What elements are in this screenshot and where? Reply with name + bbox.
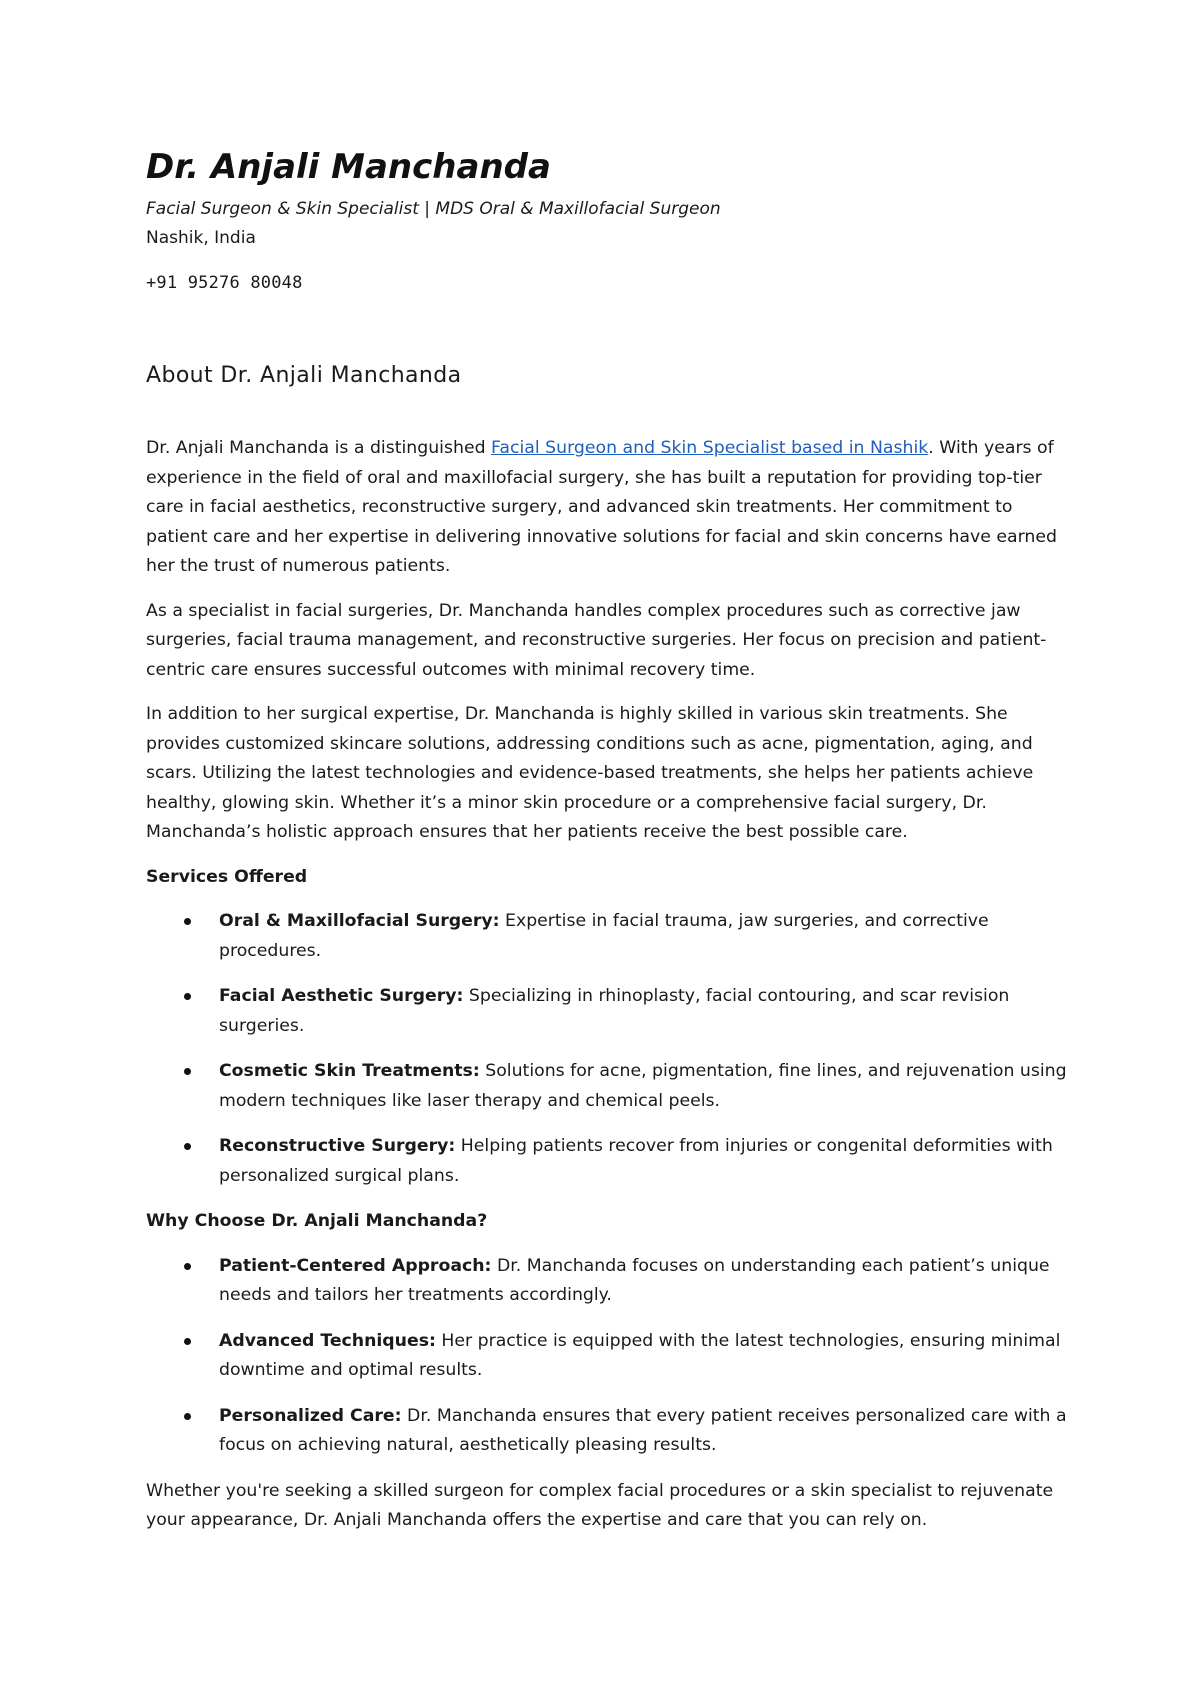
doctor-location: Nashik, India	[146, 228, 256, 248]
list-item	[146, 982, 1070, 1041]
service-description: Specializing in rhinoplasty, facial contouring, and scar revision surgeries.	[219, 986, 1010, 1036]
list-item	[146, 907, 1070, 966]
about-heading: About Dr. Anjali Manchanda	[146, 363, 462, 388]
bullet-icon	[184, 993, 191, 1000]
reason-description: Her practice is equipped with the latest technologies, ensuring minimal downtime and optimal results.	[219, 1330, 1061, 1380]
why-choose-list	[146, 1252, 1070, 1461]
list-item	[146, 1132, 1070, 1191]
about-paragraph-surgeries: As a specialist in facial surgeries, Dr. Manchanda handles complex procedures such as corrective jaw surgeries, facial trauma management, and reconstructive surgeries. Her focus on precision and patient-centric care ensures successful outcomes with minimal recovery time.	[146, 600, 1047, 680]
reason-description: Dr. Manchanda ensures that every patient receives personalized care with a focus on achieving natural, aesthetically pleasing results.	[219, 1405, 1067, 1455]
list-item	[146, 1252, 1070, 1311]
list-item	[146, 1402, 1070, 1461]
reason-term: Personalized Care:	[219, 1405, 402, 1426]
reason-description: Dr. Manchanda focuses on understanding each patient’s unique needs and tailors her treatments accordingly.	[219, 1255, 1050, 1305]
bullet-icon	[184, 1413, 191, 1420]
doctor-phone: +91 95276 80048	[146, 273, 303, 293]
bullet-icon	[184, 1338, 191, 1345]
document-body	[146, 434, 1070, 1551]
closing-paragraph: Whether you're seeking a skilled surgeon for complex facial procedures or a skin specialist to rejuvenate your appearance, Dr. Anjali Manchanda offers the expertise and care that you can rely on.	[146, 1480, 1054, 1530]
why-choose-heading: Why Choose Dr. Anjali Manchanda?	[146, 1211, 488, 1231]
reason-term: Patient-Centered Approach:	[219, 1255, 492, 1276]
about-paragraph-skin: In addition to her surgical expertise, Dr. Manchanda is highly skilled in various skin treatments. She provides customized skincare solutions, addressing conditions such as acne, pigmentation, aging, and scars. Utilizing the latest technologies and evidence-based treatments, she helps her patients achieve healthy, glowing skin. Whether it’s a minor skin procedure or a comprehensive facial surgery, Dr. Manchanda’s holistic approach ensures that her patients receive the best possible care.	[146, 704, 1034, 842]
service-term: Cosmetic Skin Treatments:	[219, 1061, 480, 1081]
service-term: Facial Aesthetic Surgery:	[219, 986, 464, 1006]
doctor-name-title: Dr. Anjali Manchanda	[146, 147, 551, 187]
about-intro-paragraph	[146, 434, 1070, 582]
service-term: Reconstructive Surgery:	[219, 1136, 456, 1156]
list-item	[146, 1057, 1070, 1116]
bullet-icon	[184, 1068, 191, 1075]
intro-text-before-link: Dr. Anjali Manchanda is a distinguished	[146, 438, 492, 458]
specialist-nashik-link[interactable]: Facial Surgeon and Skin Specialist based in Nashik	[491, 438, 929, 458]
list-item	[146, 1327, 1070, 1386]
reason-term: Advanced Techniques:	[219, 1330, 436, 1351]
services-heading: Services Offered	[146, 866, 308, 887]
service-term: Oral & Maxillofacial Surgery:	[219, 911, 500, 931]
bullet-icon	[184, 1263, 191, 1270]
service-description: Solutions for acne, pigmentation, fine lines, and rejuvenation using modern techniques like laser therapy and chemical peels.	[219, 1061, 1067, 1111]
bullet-icon	[184, 918, 191, 925]
services-list	[146, 907, 1070, 1191]
doctor-subtitle: Facial Surgeon & Skin Specialist | MDS Oral & Maxillofacial Surgeon	[146, 199, 721, 219]
service-description: Helping patients recover from injuries or congenital deformities with personalized surgical plans.	[219, 1136, 1053, 1186]
intro-text-after-link: . With years of experience in the field of oral and maxillofacial surgery, she has built a reputation for providing top-tier care in facial aesthetics, reconstructive surgery, and advanced skin treatments. Her commitment to patient care and her expertise in delivering innovative solutions for facial and skin concerns have earned her the trust of numerous patients.	[146, 438, 1057, 576]
bullet-icon	[184, 1143, 191, 1150]
service-description: Expertise in facial trauma, jaw surgeries, and corrective procedures.	[219, 911, 989, 961]
